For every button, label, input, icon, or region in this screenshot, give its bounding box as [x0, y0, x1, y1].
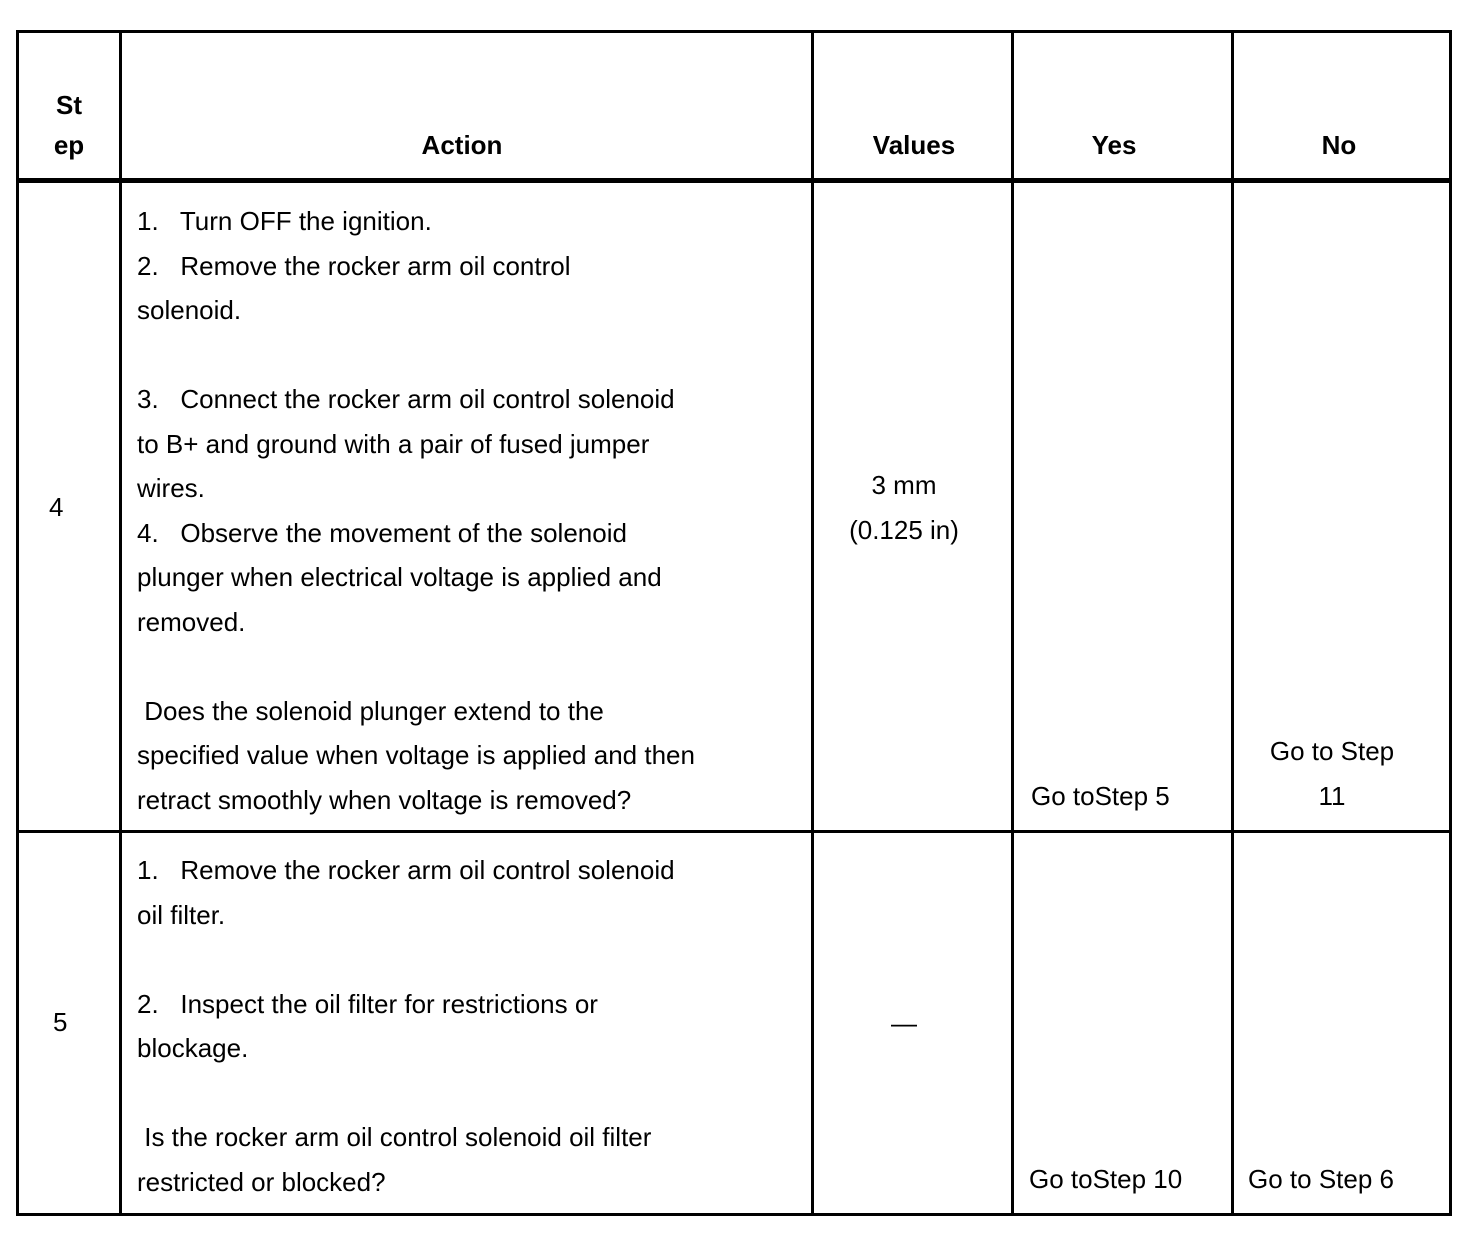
action-line: oil filter.: [137, 899, 226, 930]
action-line: Is the rocker arm oil control solenoid oil filter: [137, 1122, 652, 1152]
action-text: [137, 199, 807, 822]
action-line: [137, 333, 807, 378]
diagnostic-table: [16, 30, 1452, 1216]
header-step-line1: St: [56, 90, 82, 120]
action-line: 2. Inspect the oil filter for restrictions or: [137, 988, 598, 1019]
action-line: solenoid.: [137, 295, 242, 325]
column-divider: [1231, 33, 1234, 1213]
no-result: [1234, 729, 1430, 818]
column-divider: [1011, 33, 1014, 1213]
action-line: 2. Remove the rocker arm oil control: [137, 250, 571, 281]
action-line: Does the solenoid plunger extend to the: [137, 695, 604, 726]
no-result: Go to Step 6: [1248, 1164, 1394, 1194]
action-line: to B+ and ground with a pair of fused jumper: [137, 428, 650, 459]
action-line: blockage.: [137, 1033, 249, 1063]
action-line: retract smoothly when voltage is removed?: [137, 784, 632, 815]
values-line: 3 mm: [871, 470, 937, 500]
step-number: 5: [53, 1007, 68, 1037]
header-step-line2: ep: [53, 130, 85, 160]
action-line: 3. Connect the rocker arm oil control solenoid: [137, 384, 675, 414]
header-values: Values: [872, 130, 956, 160]
action-line: specified value when voltage is applied and then: [137, 740, 695, 770]
action-line: 1. Turn OFF the ignition.: [137, 206, 432, 236]
action-text: [137, 848, 807, 1204]
header-yes: Yes: [1091, 130, 1137, 160]
action-line: [137, 937, 807, 982]
values-cell: —: [891, 1008, 917, 1038]
action-line: wires.: [137, 473, 205, 503]
header-no: No: [1321, 130, 1357, 160]
action-line: plunger when electrical voltage is applied and: [137, 562, 662, 592]
action-line: 4. Observe the movement of the solenoid: [137, 517, 627, 548]
no-result-line: 11: [1318, 780, 1346, 811]
action-line: [137, 644, 807, 689]
row-divider: [19, 830, 1449, 833]
action-line: 1. Remove the rocker arm oil control solenoid: [137, 855, 675, 885]
action-line: [137, 1071, 807, 1116]
action-line: restricted or blocked?: [137, 1166, 386, 1197]
header-divider: [19, 178, 1449, 183]
no-result-line: Go to Step: [1269, 736, 1395, 766]
yes-result: Go toStep 5: [1031, 781, 1170, 811]
values-cell: [814, 463, 994, 552]
header-action: Action: [421, 130, 503, 160]
action-line: removed.: [137, 606, 246, 637]
yes-result: Go toStep 10: [1029, 1164, 1183, 1194]
column-divider: [119, 33, 122, 1213]
header-step: [19, 85, 119, 165]
values-line: (0.125 in): [849, 514, 959, 545]
step-number: 4: [49, 492, 64, 522]
